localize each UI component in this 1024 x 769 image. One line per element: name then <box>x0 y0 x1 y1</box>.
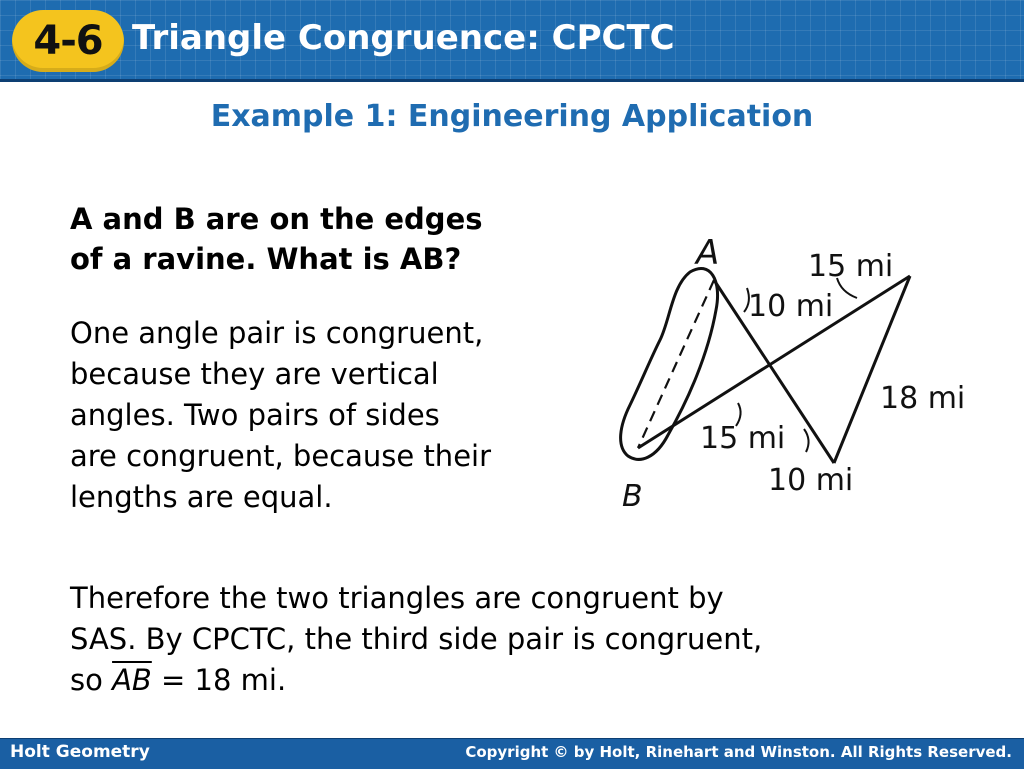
question-line: of a ravine. What is AB? <box>70 242 462 276</box>
paragraph-line <box>70 660 970 701</box>
conclusion-paragraph <box>70 578 970 701</box>
label-10-top: 10 mi <box>748 289 834 324</box>
ravine-diagram <box>600 220 1000 520</box>
line-suffix: = 18 mi. <box>151 663 287 697</box>
footer-bar <box>0 738 1024 769</box>
lesson-title: Triangle Congruence: CPCTC <box>132 18 675 58</box>
paragraph-line: Therefore the two triangles are congruent by <box>70 581 724 615</box>
header-bar <box>0 0 1024 82</box>
paragraph-line: because they are vertical <box>70 357 439 391</box>
paragraph-line: SAS. By CPCTC, the third side pair is congruent, <box>70 622 763 656</box>
line-prefix: so <box>70 663 113 697</box>
paragraph-line: One angle pair is congruent, <box>70 316 484 350</box>
point-a-label: A <box>696 233 720 273</box>
segment-bottom-vertex-to-right-vertex <box>834 276 910 463</box>
paragraph-line: angles. Two pairs of sides <box>70 398 440 432</box>
footer-copyright: Copyright © by Holt, Rinehart and Winston. All Rights Reserved. <box>465 743 1012 761</box>
example-title: Example 1: Engineering Application <box>210 99 814 134</box>
paragraph-line: are congruent, because their <box>70 439 492 473</box>
label-10-bottom: 10 mi <box>768 463 854 498</box>
label-18: 18 mi <box>880 381 966 416</box>
lesson-number: 4-6 <box>33 18 103 64</box>
footer-course-name: Holt Geometry <box>10 742 150 762</box>
paragraph-line: lengths are equal. <box>70 480 333 514</box>
question-line: A and B are on the edges <box>70 202 483 236</box>
label-pointer <box>804 429 809 452</box>
explanation-paragraph <box>70 313 590 518</box>
lesson-badge <box>12 10 124 72</box>
label-15-bottom: 15 mi <box>700 421 786 456</box>
point-b-label: B <box>622 479 643 514</box>
question-text <box>70 199 590 279</box>
label-15-top: 15 mi <box>808 249 894 284</box>
segment-ab-notation: $\overline{AB}$ <box>112 663 152 697</box>
